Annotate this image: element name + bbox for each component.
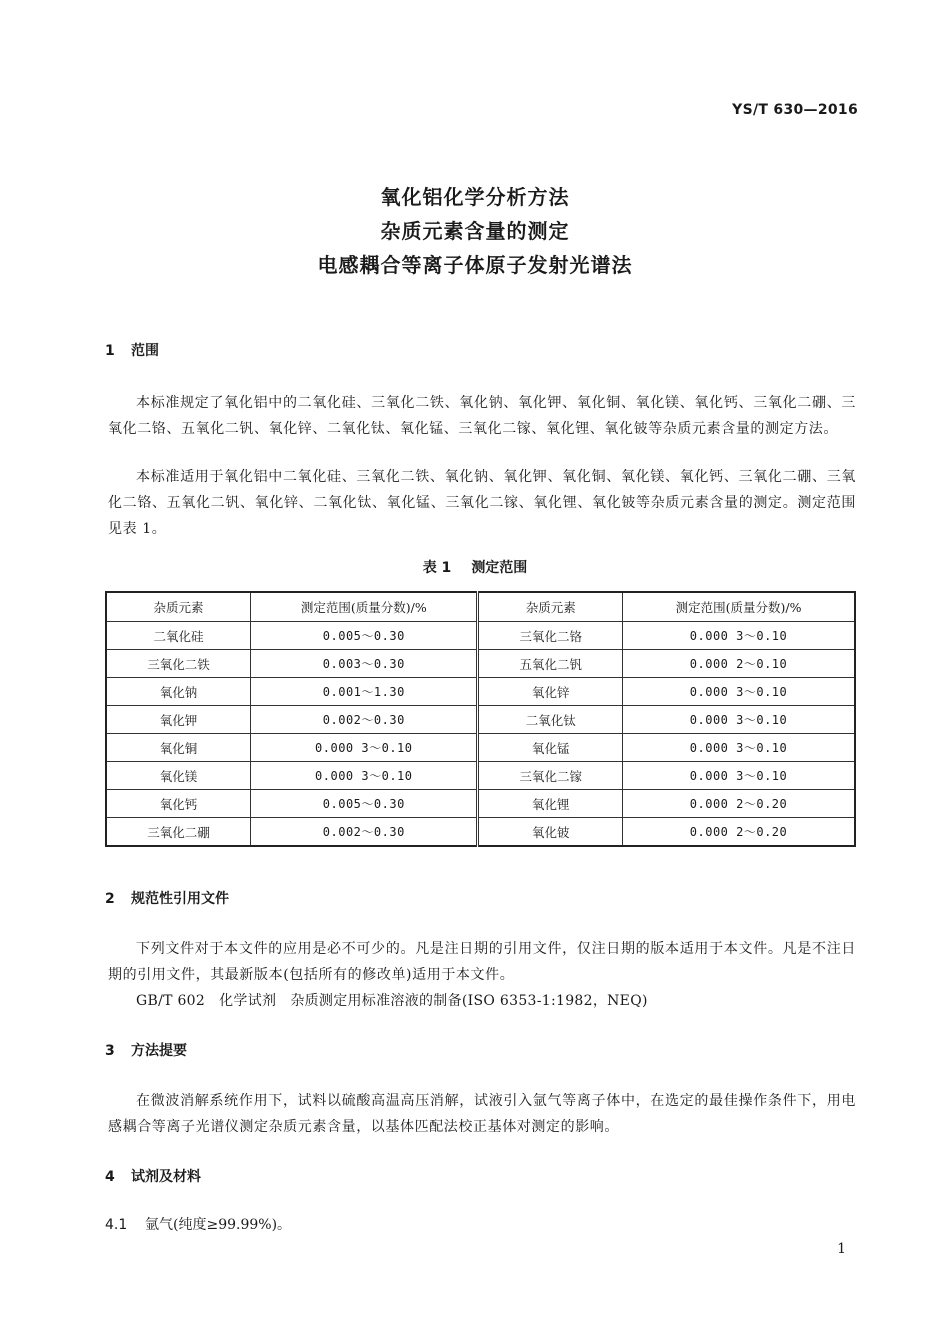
element-cell: 五氧化二钒 xyxy=(478,650,623,678)
table-row xyxy=(106,818,855,847)
table-1-title: 测定范围 xyxy=(471,560,528,576)
section-3-heading xyxy=(105,1040,187,1060)
section-2-title: 规范性引用文件 xyxy=(131,891,229,907)
element-cell: 氧化钾 xyxy=(106,706,251,734)
table-row xyxy=(106,734,855,762)
section-2-number: 2 xyxy=(105,891,115,907)
element-cell: 氧化锌 xyxy=(478,678,623,706)
range-cell: 0.000 3～0.10 xyxy=(251,762,478,790)
table-row xyxy=(106,790,855,818)
range-cell: 0.002～0.30 xyxy=(251,818,478,847)
section-1-title: 范围 xyxy=(131,343,159,359)
section-4-number: 4 xyxy=(105,1169,115,1185)
item-number: 4.1 xyxy=(105,1217,128,1233)
reference-title: 杂质测定用标准溶液的制备(ISO 6353-1:1982，NEQ) xyxy=(290,993,648,1009)
range-cell: 0.003～0.30 xyxy=(251,650,478,678)
element-cell: 二氧化钛 xyxy=(478,706,623,734)
table-row xyxy=(106,650,855,678)
table-row xyxy=(106,622,855,650)
section-3-number: 3 xyxy=(105,1043,115,1059)
element-cell: 氧化锰 xyxy=(478,734,623,762)
element-cell: 三氧化二镓 xyxy=(478,762,623,790)
item-text: 氩气(纯度≥99.99%)。 xyxy=(145,1217,292,1233)
element-cell: 氧化钙 xyxy=(106,790,251,818)
range-cell: 0.000 2～0.20 xyxy=(623,818,855,847)
element-cell: 氧化锂 xyxy=(478,790,623,818)
column-header: 测定范围(质量分数)/% xyxy=(251,592,478,622)
range-cell: 0.001～1.30 xyxy=(251,678,478,706)
range-cell: 0.000 2～0.10 xyxy=(623,650,855,678)
section-1-number: 1 xyxy=(105,343,115,359)
section-4-heading xyxy=(105,1166,201,1186)
page-number: 1 xyxy=(837,1241,846,1257)
column-header: 杂质元素 xyxy=(106,592,251,622)
table-row xyxy=(106,678,855,706)
element-cell: 氧化镁 xyxy=(106,762,251,790)
range-cell: 0.005～0.30 xyxy=(251,790,478,818)
element-cell: 氧化钠 xyxy=(106,678,251,706)
reference-code: GB/T 602 xyxy=(136,993,206,1009)
column-header: 杂质元素 xyxy=(478,592,623,622)
normative-reference xyxy=(136,988,662,1014)
title-line-1: 氧化铝化学分析方法 xyxy=(380,185,570,209)
standard-code: YS/T 630—2016 xyxy=(732,102,858,118)
section-4-title: 试剂及材料 xyxy=(131,1169,201,1185)
table-header-row xyxy=(106,592,855,622)
range-cell: 0.000 3～0.10 xyxy=(623,734,855,762)
section-1-paragraph-1: 本标准规定了氧化铝中的二氧化硅、三氧化二铁、氧化钠、氧化钾、氧化铜、氧化镁、氧化钙、三氧化二硼、三氧化二铬、五氧化二钒、氧化锌、二氧化钛、氧化锰、三氧化二镓、氧化锂、氧化铍等杂质元素含量的测定方法。 xyxy=(108,395,856,437)
document-title xyxy=(0,180,950,282)
section-2-paragraph: 下列文件对于本文件的应用是必不可少的。凡是注日期的引用文件，仅注日期的版本适用于本文件。凡是不注日期的引用文件，其最新版本(包括所有的修改单)适用于本文件。 xyxy=(108,941,856,983)
range-cell: 0.000 2～0.20 xyxy=(623,790,855,818)
range-cell: 0.000 3～0.10 xyxy=(623,678,855,706)
title-line-2: 杂质元素含量的测定 xyxy=(380,219,570,243)
table-1-caption xyxy=(0,557,950,577)
title-line-3: 电感耦合等离子体原子发射光谱法 xyxy=(317,253,633,277)
reference-category: 化学试剂 xyxy=(219,993,277,1009)
range-cell: 0.000 3～0.10 xyxy=(623,706,855,734)
reagent-item xyxy=(105,1214,291,1234)
range-cell: 0.002～0.30 xyxy=(251,706,478,734)
element-cell: 氧化铜 xyxy=(106,734,251,762)
element-cell: 三氧化二铁 xyxy=(106,650,251,678)
element-cell: 氧化铍 xyxy=(478,818,623,847)
table-row xyxy=(106,706,855,734)
table-1-label: 表 1 xyxy=(422,560,452,576)
range-cell: 0.000 3～0.10 xyxy=(251,734,478,762)
element-cell: 三氧化二铬 xyxy=(478,622,623,650)
element-cell: 二氧化硅 xyxy=(106,622,251,650)
section-3-title: 方法提要 xyxy=(131,1043,187,1059)
column-header: 测定范围(质量分数)/% xyxy=(623,592,855,622)
range-cell: 0.000 3～0.10 xyxy=(623,762,855,790)
section-1-heading xyxy=(105,340,159,360)
element-cell: 三氧化二硼 xyxy=(106,818,251,847)
range-cell: 0.000 3～0.10 xyxy=(623,622,855,650)
measurement-range-table xyxy=(105,591,856,847)
section-2-heading xyxy=(105,888,229,908)
table-row xyxy=(106,762,855,790)
section-3-paragraph: 在微波消解系统作用下，试料以硫酸高温高压消解，试液引入氩气等离子体中，在选定的最佳操作条件下，用电感耦合等离子光谱仪测定杂质元素含量，以基体匹配法校正基体对测定的影响。 xyxy=(108,1093,856,1135)
range-cell: 0.005～0.30 xyxy=(251,622,478,650)
section-1-paragraph-2: 本标准适用于氧化铝中二氧化硅、三氧化二铁、氧化钠、氧化钾、氧化铜、氧化镁、氧化钙、三氧化二硼、三氧化二铬、五氧化二钒、氧化锌、二氧化钛、氧化锰、三氧化二镓、氧化锂、氧化铍等杂质元素含量的测定。测定范围见表 1。 xyxy=(108,469,856,537)
